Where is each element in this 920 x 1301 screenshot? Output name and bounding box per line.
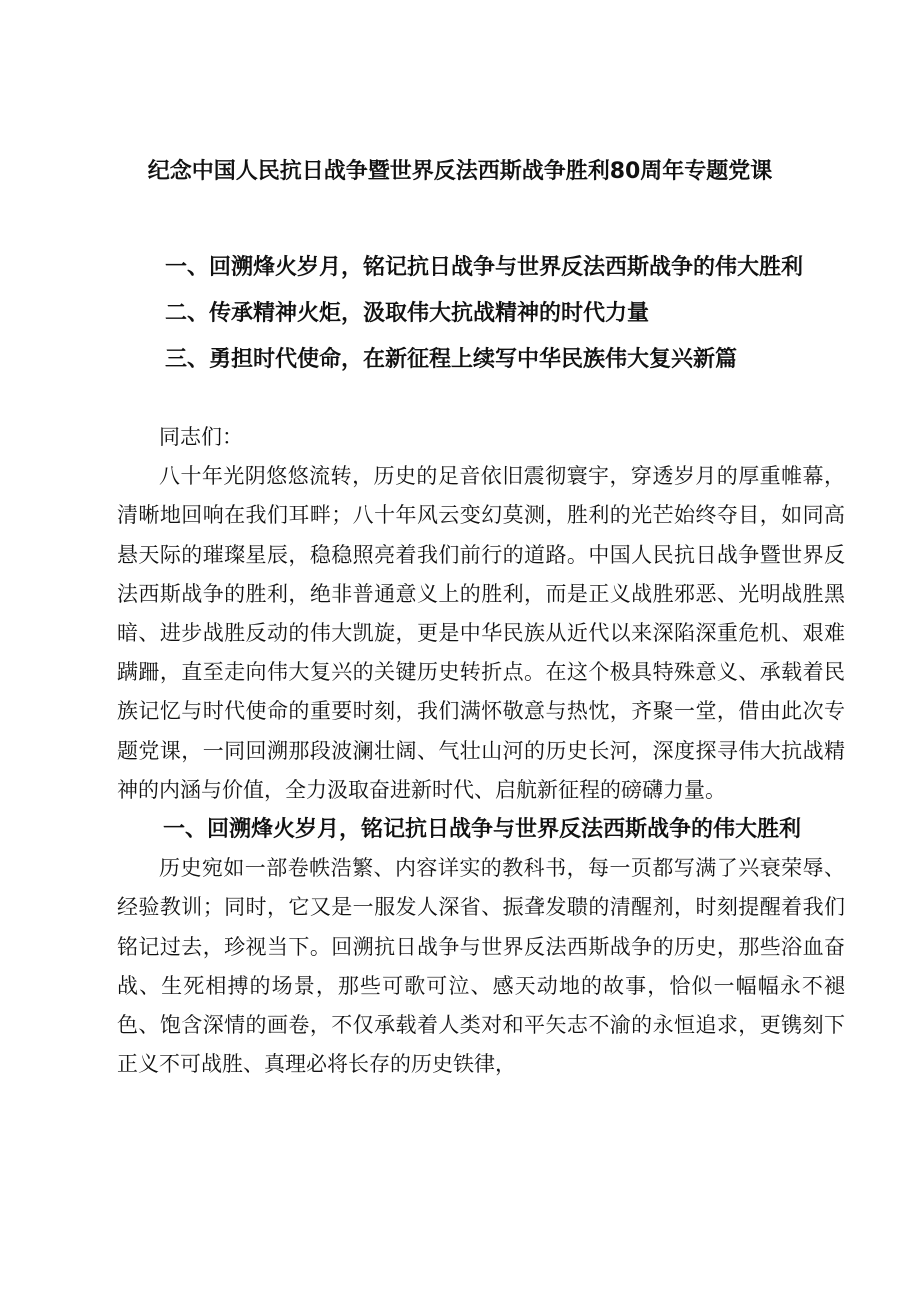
intro-paragraph: 八十年光阴悠悠流转，历史的足音依旧震彻寰宇，穿透岁月的厚重帷幕，清晰地回响在我们耳畔；八十年风云变幻莫测，胜利的光芒始终夺目，如同高悬天际的璀璨星辰，稳稳照亮着我们前行的道路。中国人民抗日战争暨世界反法西斯战争的胜利，绝非普通意义上的胜利，而是正义战胜邪恶、光明战胜黑暗、进步战胜反动的伟大凯旋，更是中华民族从近代以来深陷深重危机、艰难蹒跚，直至走向伟大复兴的关键历史转折点。在这个极具特殊意义、承载着民族记忆与时代使命的重要时刻，我们满怀敬意与热忱，齐聚一堂，借由此次专题党课，一同回溯那段波澜壮阔、气壮山河的历史长河，深度探寻伟大抗战精神的内涵与价值，全力汲取奋进新时代、启航新征程的磅礴力量。 xyxy=(117,464,845,802)
salutation: 同志们： xyxy=(159,425,243,449)
section-1-paragraph: 历史宛如一部卷帙浩繁、内容详实的教科书，每一页都写满了兴衰荣辱、经验教训；同时，它又是一服发人深省、振聋发聩的清醒剂，时刻提醒着我们铭记过去，珍视当下。回溯抗日战争与世界反法西斯战争的历史，那些浴血奋战、生死相搏的场景，那些可歌可泣、感天动地的故事，恰似一幅幅永不褪色、饱含深情的画卷，不仅承载着人类对和平矢志不渝的永恒追求，更镌刻下正义不可战胜、真理必将长存的历史铁律， xyxy=(117,856,845,1077)
toc-item-1: 一、回溯烽火岁月，铭记抗日战争与世界反法西斯战争的伟大胜利 xyxy=(165,255,804,280)
toc-item-2: 二、传承精神火炬，汲取伟大抗战精神的时代力量 xyxy=(165,301,650,326)
table-of-contents xyxy=(165,245,885,383)
toc-item-3: 三、勇担时代使命，在新征程上续写中华民族伟大复兴新篇 xyxy=(165,347,738,372)
section-heading-1: 一、回溯烽火岁月，铭记抗日战争与世界反法西斯战争的伟大胜利 xyxy=(163,817,802,843)
document-title: 纪念中国人民抗日战争暨世界反法西斯战争胜利80周年专题党课 xyxy=(147,159,773,184)
document-body xyxy=(117,418,845,1084)
